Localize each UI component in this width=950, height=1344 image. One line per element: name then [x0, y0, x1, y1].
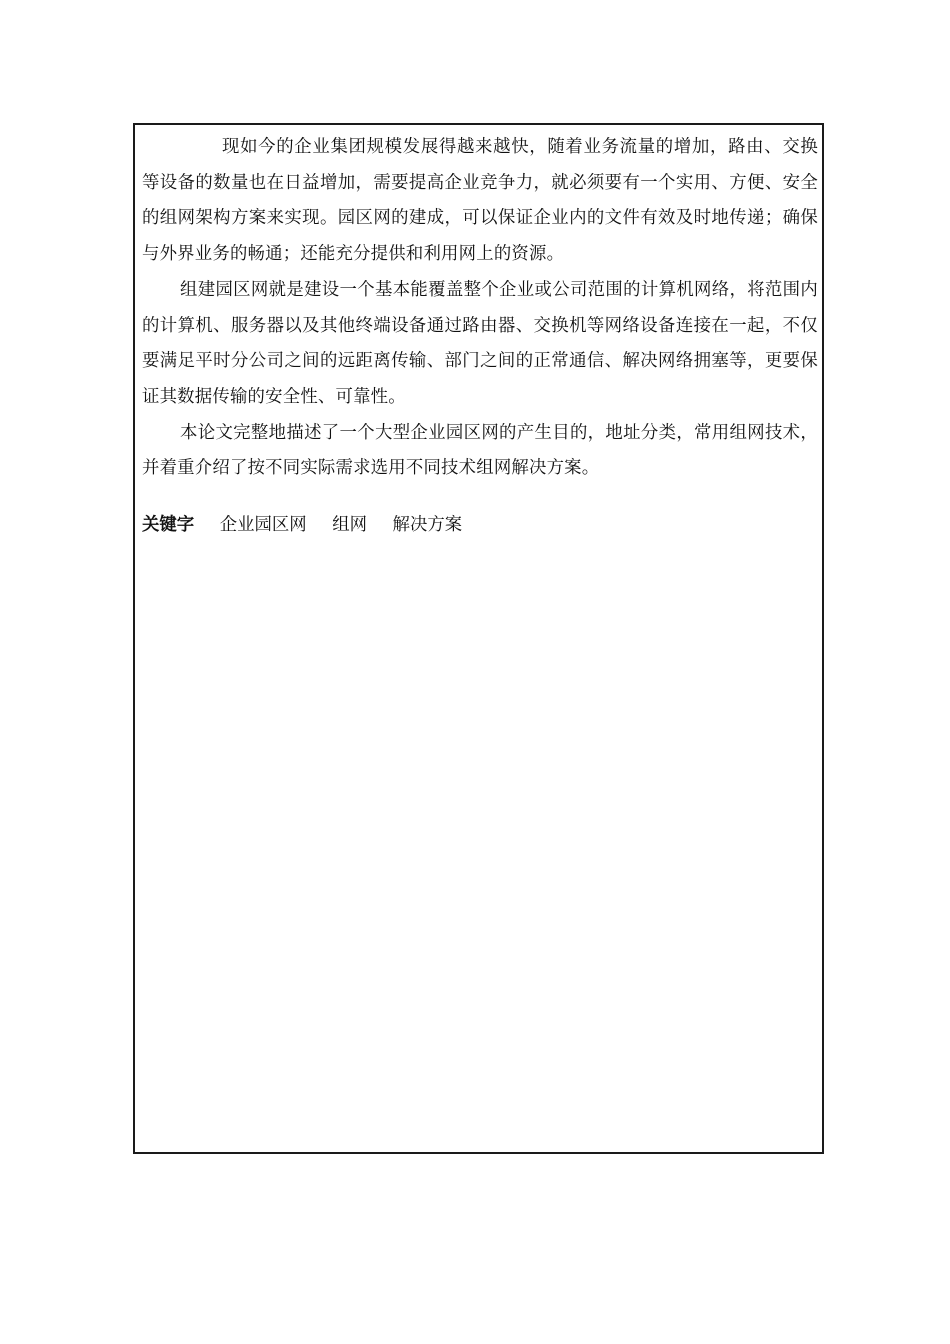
- keywords-label: 关键字: [142, 515, 195, 535]
- abstract-paragraph-1: 现如今的企业集团规模发展得越来越快，随着业务流量的增加，路由、交换等设备的数量也在日益增加，需要提高企业竞争力，就必须要有一个实用、方便、安全的组网架构方案来实现。园区网的建成，可以保证企业内的文件有效及时地传递；确保与外界业务的畅通；还能充分提供和利用网上的资源。: [142, 137, 818, 265]
- abstract-paragraph-3: 本论文完整地描述了一个大型企业园区网的产生目的，地址分类，常用组网技术，并着重介绍了按不同实际需求选用不同技术组网解决方案。: [142, 422, 818, 479]
- keywords-line: [142, 508, 482, 543]
- keyword-item: 组网: [332, 515, 368, 535]
- keyword-item: 解决方案: [392, 515, 463, 535]
- keyword-item: 企业园区网: [219, 515, 307, 535]
- abstract-body: [142, 130, 818, 487]
- abstract-paragraph-2: 组建园区网就是建设一个基本能覆盖整个企业或公司范围的计算机网络，将范围内的计算机、服务器以及其他终端设备通过路由器、交换机等网络设备连接在一起，不仅要满足平时分公司之间的远距离传输、部门之间的正常通信、解决网络拥塞等，更要保证其数据传输的安全性、可靠性。: [142, 279, 818, 407]
